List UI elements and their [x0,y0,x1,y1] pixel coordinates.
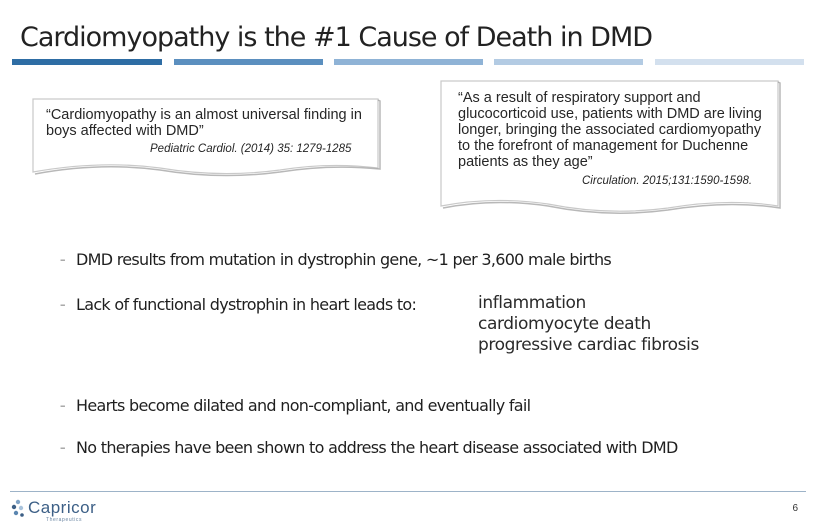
consequence-cardiomyocyte-death: cardiomyocyte death [478,314,651,334]
logo-wordmark: Capricor [28,498,97,517]
title-bar-segment-3 [334,59,483,65]
bullet-2-marker: – [60,298,65,311]
quote-2-citation: Circulation. 2015;131:1590-1598. [582,175,753,187]
bullet-4 [60,438,678,457]
quote-card-1 [30,96,382,178]
bullet-4-text: No therapies have been shown to address the heart disease associated with DMD [76,438,678,457]
bullet-1-text: DMD results from mutation in dystrophin gene, ~1 per 3,600 male births [76,250,612,269]
page-number: 6 [792,503,798,514]
quote-1-citation: Pediatric Cardiol. (2014) 35: 1279-1285 [150,143,352,155]
consequence-inflammation: inflammation [478,293,586,313]
title-bar-segment-4 [494,59,643,65]
bullet-2-text: Lack of functional dystrophin in heart leads to: [76,295,417,314]
quote-1-text: “Cardiomyopathy is an almost universal finding in boys affected with DMD” [46,107,362,139]
quote-2-text: “As a result of respiratory support and glucocorticoid use, patients with DMD are living longer, bringing the associated cardiomyopathy to the forefront of management for Duchenne patients as they age” [458,90,762,170]
title-bar-segment-1 [12,59,162,65]
bullet-1 [60,250,611,269]
bullet-3-text: Hearts become dilated and non-compliant, and eventually fail [76,396,531,415]
title-underline-bars [12,59,804,65]
capricor-logo [10,497,130,525]
bullet-4-marker: – [60,441,65,454]
quote-card-2 [438,78,784,216]
title-bar-segment-2 [174,59,323,65]
slide-title: Cardiomyopathy is the #1 Cause of Death in DMD [20,22,653,53]
bullet-1-marker: – [60,253,65,266]
bullet-3-marker: – [60,399,65,412]
footer-divider [10,491,806,492]
capricor-logo-icon [10,497,30,523]
consequence-list [478,293,699,356]
logo-subtitle: Therapeutics [46,517,83,523]
bullet-3 [60,396,530,415]
bullet-2 [60,295,416,314]
title-bar-segment-5 [655,59,804,65]
consequence-cardiac-fibrosis: progressive cardiac fibrosis [478,335,699,355]
